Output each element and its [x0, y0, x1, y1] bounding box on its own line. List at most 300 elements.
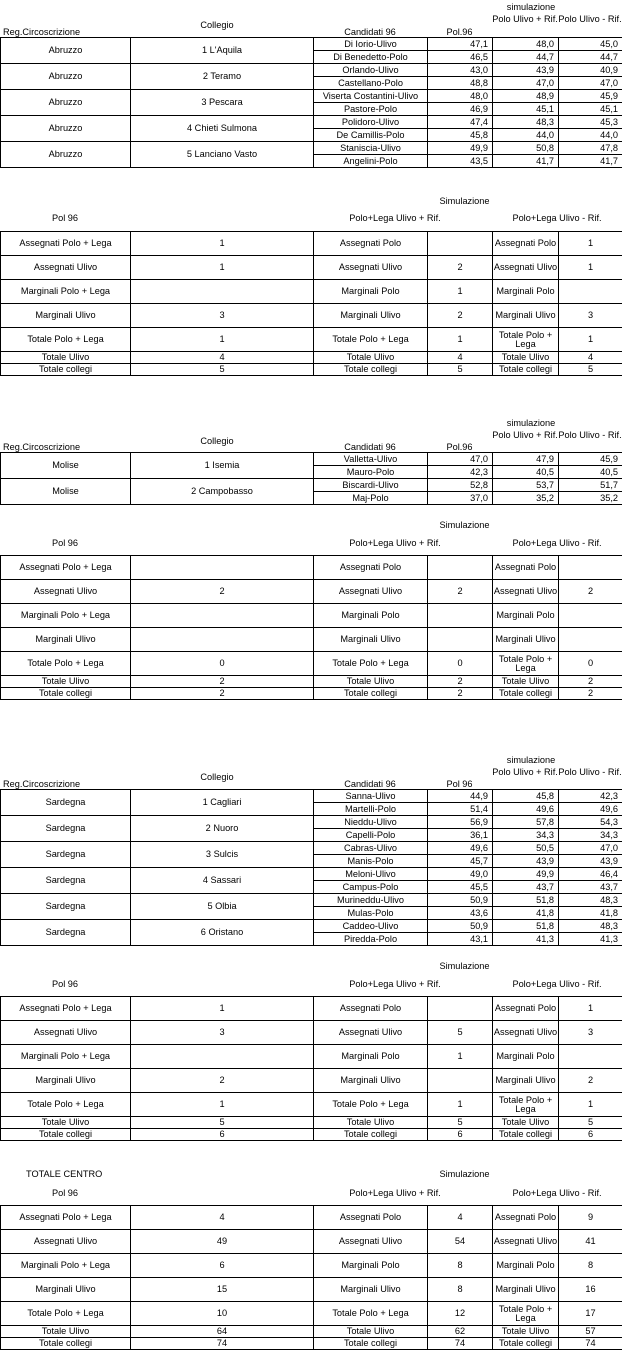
pol96-count: 2 — [131, 688, 314, 700]
pol96-value: 50,9 — [428, 920, 493, 933]
summary-plus-header: Polo+Lega Ulivo + Rif. — [349, 538, 441, 548]
pol96-count: 3 — [131, 304, 314, 328]
sim-plus-value: 35,2 — [493, 492, 559, 505]
collegio-cell: 2 Nuoro — [131, 816, 314, 842]
pol96-label: Assegnati Polo + Lega — [1, 556, 131, 580]
candidate-cell: Piredda-Polo — [314, 933, 428, 946]
sim-minus-value: 49,6 — [559, 803, 622, 816]
sim-minus-value: 44,7 — [559, 51, 622, 64]
sim-plus-label: Totale Polo + Lega — [314, 652, 428, 676]
pol96-value: 46,9 — [428, 103, 493, 116]
sim-minus-value: 45,3 — [559, 116, 622, 129]
summary-plus-header: Polo+Lega Ulivo + Rif. — [349, 1188, 441, 1198]
summary-minus-header: Polo+Lega Ulivo - Rif. — [512, 1188, 602, 1198]
sim-plus-label: Totale collegi — [314, 688, 428, 700]
sim-plus-label: Marginali Polo — [314, 1254, 428, 1278]
sim-plus-count: 2 — [428, 256, 493, 280]
pol96-value: 56,9 — [428, 816, 493, 829]
header-candidati: Candidati 96 — [344, 27, 396, 37]
sim-minus-count — [559, 628, 622, 652]
summary-pol96: Pol 96 — [51, 538, 79, 548]
sim-minus-count: 57 — [559, 1326, 622, 1338]
sim-minus-count: 2 — [559, 688, 622, 700]
sim-minus-label: Totale collegi — [493, 364, 559, 376]
sim-minus-count: 74 — [559, 1338, 622, 1350]
totale-centro-title: TOTALE CENTRO — [26, 1169, 103, 1179]
sim-minus-count: 1 — [559, 232, 622, 256]
sim-minus-label: Marginali Polo — [493, 1045, 559, 1069]
sim-plus-count: 74 — [428, 1338, 493, 1350]
table-row — [1, 868, 622, 881]
sim-plus-value: 51,8 — [493, 894, 559, 907]
candidate-cell: Murineddu-Ulivo — [314, 894, 428, 907]
candidate-cell: Orlando-Ulivo — [314, 64, 428, 77]
sim-minus-label: Totale collegi — [493, 1338, 559, 1350]
sim-plus-label: Totale Polo + Lega — [314, 1302, 428, 1326]
sim-plus-count — [428, 604, 493, 628]
pol96-count: 2 — [131, 676, 314, 688]
summary-row — [1, 676, 622, 688]
abruzzo-results-table — [0, 37, 622, 168]
pol96-label: Assegnati Polo + Lega — [1, 997, 131, 1021]
table-row — [1, 894, 622, 907]
sim-plus-label: Assegnati Polo — [314, 556, 428, 580]
sim-minus-value: 47,0 — [559, 77, 622, 90]
candidate-cell: Maj-Polo — [314, 492, 428, 505]
table-row — [1, 90, 622, 103]
sim-plus-count: 54 — [428, 1230, 493, 1254]
sim-minus-label: Totale collegi — [493, 1129, 559, 1141]
collegio-cell: 5 Lanciano Vasto — [131, 142, 314, 168]
pol96-label: Totale collegi — [1, 364, 131, 376]
pol96-count: 4 — [131, 352, 314, 364]
candidate-cell: Pastore-Polo — [314, 103, 428, 116]
summary-row — [1, 688, 622, 700]
sim-minus-label: Marginali Ulivo — [493, 304, 559, 328]
header-polo-ulivo-rif-minus: Polo Ulivo - Rif. — [558, 430, 622, 440]
sim-minus-count — [559, 604, 622, 628]
sim-minus-value: 41,3 — [559, 933, 622, 946]
summary-row — [1, 232, 622, 256]
sim-minus-count: 6 — [559, 1129, 622, 1141]
sim-plus-value: 34,3 — [493, 829, 559, 842]
pol96-label: Totale Polo + Lega — [1, 652, 131, 676]
summary-row — [1, 1338, 622, 1350]
table-row — [1, 116, 622, 129]
pol96-count: 1 — [131, 997, 314, 1021]
sim-plus-count — [428, 628, 493, 652]
sim-minus-value: 48,3 — [559, 894, 622, 907]
header-polo-ulivo-rif-plus: Polo Ulivo + Rif. — [492, 767, 558, 777]
pol96-value: 36,1 — [428, 829, 493, 842]
region-cell: Abruzzo — [1, 38, 131, 64]
candidate-cell: Nieddu-Ulivo — [314, 816, 428, 829]
candidate-cell: Di Iorio-Ulivo — [314, 38, 428, 51]
summary-row — [1, 1093, 622, 1117]
pol96-label: Totale Polo + Lega — [1, 1302, 131, 1326]
sim-plus-value: 41,7 — [493, 155, 559, 168]
header-pol96: Pol.96 — [446, 442, 473, 452]
collegio-cell: 3 Sulcis — [131, 842, 314, 868]
summary-minus-header: Polo+Lega Ulivo - Rif. — [512, 979, 602, 989]
collegio-cell: 6 Oristano — [131, 920, 314, 946]
sim-plus-value: 48,0 — [493, 38, 559, 51]
sim-minus-count — [559, 280, 622, 304]
pol96-value: 37,0 — [428, 492, 493, 505]
pol96-value: 48,8 — [428, 77, 493, 90]
pol96-count: 5 — [131, 364, 314, 376]
sim-minus-count: 5 — [559, 1117, 622, 1129]
sim-minus-value: 45,1 — [559, 103, 622, 116]
sim-minus-value: 41,8 — [559, 907, 622, 920]
pol96-label: Totale Polo + Lega — [1, 328, 131, 352]
sim-minus-label: Assegnati Polo — [493, 997, 559, 1021]
summary-row — [1, 652, 622, 676]
sim-plus-value: 41,3 — [493, 933, 559, 946]
pol96-count: 1 — [131, 232, 314, 256]
candidate-cell: Valletta-Ulivo — [314, 453, 428, 466]
candidate-cell: Biscardi-Ulivo — [314, 479, 428, 492]
summary-row — [1, 304, 622, 328]
sim-plus-label: Totale collegi — [314, 364, 428, 376]
pol96-label: Marginali Polo + Lega — [1, 280, 131, 304]
sim-plus-count: 2 — [428, 304, 493, 328]
table-row — [1, 479, 622, 492]
candidate-cell: Di Benedetto-Polo — [314, 51, 428, 64]
pol96-value: 47,0 — [428, 453, 493, 466]
region-cell: Molise — [1, 479, 131, 505]
molise-results-table — [0, 452, 622, 505]
table-row — [1, 38, 622, 51]
summary-row — [1, 328, 622, 352]
region-cell: Abruzzo — [1, 90, 131, 116]
header-polo-ulivo-rif-minus: Polo Ulivo - Rif. — [558, 767, 622, 777]
sim-minus-label: Totale Ulivo — [493, 676, 559, 688]
summary-minus-header: Polo+Lega Ulivo - Rif. — [512, 213, 602, 223]
table-row — [1, 816, 622, 829]
summary-row — [1, 997, 622, 1021]
table-row — [1, 453, 622, 466]
sim-plus-value: 40,5 — [493, 466, 559, 479]
pol96-value: 45,7 — [428, 855, 493, 868]
pol96-label: Marginali Polo + Lega — [1, 1045, 131, 1069]
sim-plus-count: 62 — [428, 1326, 493, 1338]
header-polo-ulivo-rif-plus: Polo Ulivo + Rif. — [492, 14, 558, 24]
region-cell: Sardegna — [1, 816, 131, 842]
sim-plus-count: 1 — [428, 1093, 493, 1117]
pol96-value: 44,9 — [428, 790, 493, 803]
table-row — [1, 142, 622, 155]
pol96-count: 74 — [131, 1338, 314, 1350]
pol96-label: Assegnati Ulivo — [1, 580, 131, 604]
sim-minus-count: 17 — [559, 1302, 622, 1326]
sim-minus-label: Marginali Polo — [493, 1254, 559, 1278]
sim-plus-label: Assegnati Ulivo — [314, 1230, 428, 1254]
pol96-label: Assegnati Ulivo — [1, 1230, 131, 1254]
pol96-count: 10 — [131, 1302, 314, 1326]
sim-plus-label: Marginali Polo — [314, 280, 428, 304]
sim-plus-count: 1 — [428, 280, 493, 304]
sim-minus-value: 43,9 — [559, 855, 622, 868]
collegio-cell: 4 Sassari — [131, 868, 314, 894]
sim-plus-label: Totale Ulivo — [314, 352, 428, 364]
summary-row — [1, 256, 622, 280]
molise-summary-table — [0, 555, 622, 700]
sim-plus-value: 43,9 — [493, 64, 559, 77]
pol96-count — [131, 1045, 314, 1069]
sim-minus-count: 41 — [559, 1230, 622, 1254]
sim-minus-count: 2 — [559, 676, 622, 688]
sim-plus-value: 50,8 — [493, 142, 559, 155]
region-cell: Sardegna — [1, 920, 131, 946]
sim-minus-value: 40,9 — [559, 64, 622, 77]
sim-minus-label: Marginali Polo — [493, 604, 559, 628]
pol96-value: 45,5 — [428, 881, 493, 894]
pol96-label: Marginali Ulivo — [1, 304, 131, 328]
summary-row — [1, 556, 622, 580]
candidate-cell: De Camillis-Polo — [314, 129, 428, 142]
sim-minus-count: 16 — [559, 1278, 622, 1302]
table-row — [1, 842, 622, 855]
sim-plus-value: 45,1 — [493, 103, 559, 116]
header-reg-circoscrizione: Reg.Circoscrizione — [3, 27, 81, 37]
header-candidati: Candidati 96 — [344, 779, 396, 789]
sim-minus-count: 0 — [559, 652, 622, 676]
sim-plus-count: 1 — [428, 1045, 493, 1069]
pol96-value: 49,0 — [428, 868, 493, 881]
pol96-value: 43,6 — [428, 907, 493, 920]
pol96-count — [131, 604, 314, 628]
sim-minus-label: Assegnati Polo — [493, 556, 559, 580]
sim-plus-value: 48,9 — [493, 90, 559, 103]
sim-plus-count: 5 — [428, 364, 493, 376]
pol96-label: Totale Ulivo — [1, 1326, 131, 1338]
summary-row — [1, 1326, 622, 1338]
pol96-count: 2 — [131, 1069, 314, 1093]
pol96-count: 15 — [131, 1278, 314, 1302]
sim-minus-label: Totale Polo + Lega — [493, 328, 559, 352]
pol96-count: 49 — [131, 1230, 314, 1254]
summary-row — [1, 1117, 622, 1129]
pol96-count: 0 — [131, 652, 314, 676]
pol96-label: Assegnati Polo + Lega — [1, 232, 131, 256]
sim-minus-label: Assegnati Ulivo — [493, 580, 559, 604]
pol96-label: Totale collegi — [1, 1338, 131, 1350]
collegio-cell: 5 Olbia — [131, 894, 314, 920]
sim-minus-count: 1 — [559, 256, 622, 280]
sim-plus-label: Assegnati Polo — [314, 997, 428, 1021]
pol96-value: 50,9 — [428, 894, 493, 907]
sim-plus-value: 48,3 — [493, 116, 559, 129]
pol96-label: Marginali Ulivo — [1, 1278, 131, 1302]
summary-row — [1, 1129, 622, 1141]
header-candidati: Candidati 96 — [344, 442, 396, 452]
pol96-count — [131, 556, 314, 580]
pol96-label: Totale Ulivo — [1, 1117, 131, 1129]
sim-plus-label: Assegnati Ulivo — [314, 256, 428, 280]
sim-minus-label: Totale Ulivo — [493, 1326, 559, 1338]
sim-plus-count — [428, 997, 493, 1021]
header-reg-circoscrizione: Reg.Circoscrizione — [3, 779, 81, 789]
pol96-value: 43,1 — [428, 933, 493, 946]
table-row — [1, 64, 622, 77]
sim-plus-count: 12 — [428, 1302, 493, 1326]
header-simulazione: simulazione — [506, 418, 556, 428]
header-collegio: Collegio — [200, 20, 234, 30]
candidate-cell: Angelini-Polo — [314, 155, 428, 168]
region-cell: Abruzzo — [1, 64, 131, 90]
pol96-count: 4 — [131, 1206, 314, 1230]
sim-minus-label: Assegnati Ulivo — [493, 256, 559, 280]
header-simulazione: simulazione — [506, 755, 556, 765]
header-pol96: Pol 96 — [446, 779, 473, 789]
candidate-cell: Castellano-Polo — [314, 77, 428, 90]
sim-plus-label: Assegnati Ulivo — [314, 580, 428, 604]
sim-minus-count: 5 — [559, 364, 622, 376]
header-simulazione: simulazione — [506, 2, 556, 12]
sardegna-summary-table — [0, 996, 622, 1141]
sim-plus-count: 5 — [428, 1117, 493, 1129]
pol96-value: 48,0 — [428, 90, 493, 103]
summary-minus-header: Polo+Lega Ulivo - Rif. — [512, 538, 602, 548]
pol96-label: Marginali Polo + Lega — [1, 1254, 131, 1278]
sim-minus-value: 45,9 — [559, 453, 622, 466]
sim-plus-label: Totale Ulivo — [314, 1326, 428, 1338]
pol96-value: 43,5 — [428, 155, 493, 168]
sim-minus-label: Totale Polo + Lega — [493, 1093, 559, 1117]
sim-plus-count: 0 — [428, 652, 493, 676]
sim-plus-label: Totale Polo + Lega — [314, 328, 428, 352]
header-pol96: Pol.96 — [446, 27, 473, 37]
region-cell: Sardegna — [1, 842, 131, 868]
sim-minus-label: Assegnati Polo — [493, 232, 559, 256]
sim-plus-value: 53,7 — [493, 479, 559, 492]
sim-minus-value: 34,3 — [559, 829, 622, 842]
pol96-value: 52,8 — [428, 479, 493, 492]
sim-plus-value: 41,8 — [493, 907, 559, 920]
sim-minus-count: 3 — [559, 1021, 622, 1045]
sim-minus-count: 2 — [559, 580, 622, 604]
summary-row — [1, 604, 622, 628]
sim-plus-count: 8 — [428, 1278, 493, 1302]
sim-minus-count: 1 — [559, 997, 622, 1021]
sim-plus-value: 57,8 — [493, 816, 559, 829]
summary-row — [1, 364, 622, 376]
sim-minus-value: 41,7 — [559, 155, 622, 168]
pol96-count: 3 — [131, 1021, 314, 1045]
sim-plus-count: 8 — [428, 1254, 493, 1278]
candidate-cell: Polidoro-Ulivo — [314, 116, 428, 129]
pol96-count: 6 — [131, 1254, 314, 1278]
sim-plus-count — [428, 556, 493, 580]
sim-plus-value: 49,6 — [493, 803, 559, 816]
summary-row — [1, 1045, 622, 1069]
pol96-label: Assegnati Polo + Lega — [1, 1206, 131, 1230]
sim-plus-count: 2 — [428, 688, 493, 700]
region-cell: Molise — [1, 453, 131, 479]
region-cell: Abruzzo — [1, 142, 131, 168]
summary-simulazione: Simulazione — [439, 961, 490, 971]
sim-plus-label: Totale Ulivo — [314, 676, 428, 688]
sim-plus-value: 44,0 — [493, 129, 559, 142]
collegio-cell: 1 Cagliari — [131, 790, 314, 816]
sim-plus-count — [428, 1069, 493, 1093]
sim-minus-value: 48,3 — [559, 920, 622, 933]
sim-plus-label: Assegnati Ulivo — [314, 1021, 428, 1045]
collegio-cell: 3 Pescara — [131, 90, 314, 116]
sim-plus-label: Marginali Polo — [314, 1045, 428, 1069]
sim-plus-label: Marginali Ulivo — [314, 628, 428, 652]
sardegna-results-table — [0, 789, 622, 946]
summary-simulazione: Simulazione — [439, 520, 490, 530]
header-polo-ulivo-rif-plus: Polo Ulivo + Rif. — [492, 430, 558, 440]
pol96-label: Assegnati Ulivo — [1, 256, 131, 280]
summary-pol96: Pol 96 — [51, 213, 79, 223]
sim-minus-value: 44,0 — [559, 129, 622, 142]
pol96-value: 43,0 — [428, 64, 493, 77]
sim-plus-label: Marginali Ulivo — [314, 304, 428, 328]
sim-minus-label: Marginali Polo — [493, 280, 559, 304]
summary-row — [1, 1278, 622, 1302]
region-cell: Sardegna — [1, 894, 131, 920]
sim-plus-label: Totale Polo + Lega — [314, 1093, 428, 1117]
pol96-value: 47,4 — [428, 116, 493, 129]
pol96-value: 46,5 — [428, 51, 493, 64]
sim-minus-label: Totale collegi — [493, 688, 559, 700]
summary-row — [1, 1021, 622, 1045]
sim-minus-value: 45,0 — [559, 38, 622, 51]
totale-centro-summary-table — [0, 1205, 622, 1350]
sim-minus-value: 45,9 — [559, 90, 622, 103]
table-row — [1, 920, 622, 933]
sim-minus-value: 43,7 — [559, 881, 622, 894]
sim-plus-value: 44,7 — [493, 51, 559, 64]
sim-minus-count: 1 — [559, 328, 622, 352]
sim-minus-label: Assegnati Polo — [493, 1206, 559, 1230]
header-collegio: Collegio — [200, 772, 234, 782]
candidate-cell: Campus-Polo — [314, 881, 428, 894]
summary-pol96: Pol 96 — [51, 1188, 79, 1198]
region-cell: Sardegna — [1, 868, 131, 894]
sim-minus-label: Totale Ulivo — [493, 352, 559, 364]
sim-plus-count: 1 — [428, 328, 493, 352]
sim-minus-value: 51,7 — [559, 479, 622, 492]
candidate-cell: Mulas-Polo — [314, 907, 428, 920]
sim-plus-value: 45,8 — [493, 790, 559, 803]
pol96-label: Marginali Ulivo — [1, 1069, 131, 1093]
summary-row — [1, 1302, 622, 1326]
summary-plus-header: Polo+Lega Ulivo + Rif. — [349, 979, 441, 989]
pol96-value: 49,6 — [428, 842, 493, 855]
sim-plus-count: 6 — [428, 1129, 493, 1141]
candidate-cell: Capelli-Polo — [314, 829, 428, 842]
sim-plus-label: Totale collegi — [314, 1129, 428, 1141]
sim-plus-count: 2 — [428, 580, 493, 604]
sim-plus-label: Assegnati Polo — [314, 232, 428, 256]
sim-minus-value: 47,8 — [559, 142, 622, 155]
candidate-cell: Sanna-Ulivo — [314, 790, 428, 803]
collegio-cell: 4 Chieti Sulmona — [131, 116, 314, 142]
sim-minus-label: Totale Polo + Lega — [493, 652, 559, 676]
candidate-cell: Caddeo-Ulivo — [314, 920, 428, 933]
sim-minus-value: 54,3 — [559, 816, 622, 829]
summary-row — [1, 628, 622, 652]
sim-minus-value: 46,4 — [559, 868, 622, 881]
pol96-count: 2 — [131, 580, 314, 604]
pol96-count: 1 — [131, 256, 314, 280]
pol96-count — [131, 280, 314, 304]
region-cell: Abruzzo — [1, 116, 131, 142]
